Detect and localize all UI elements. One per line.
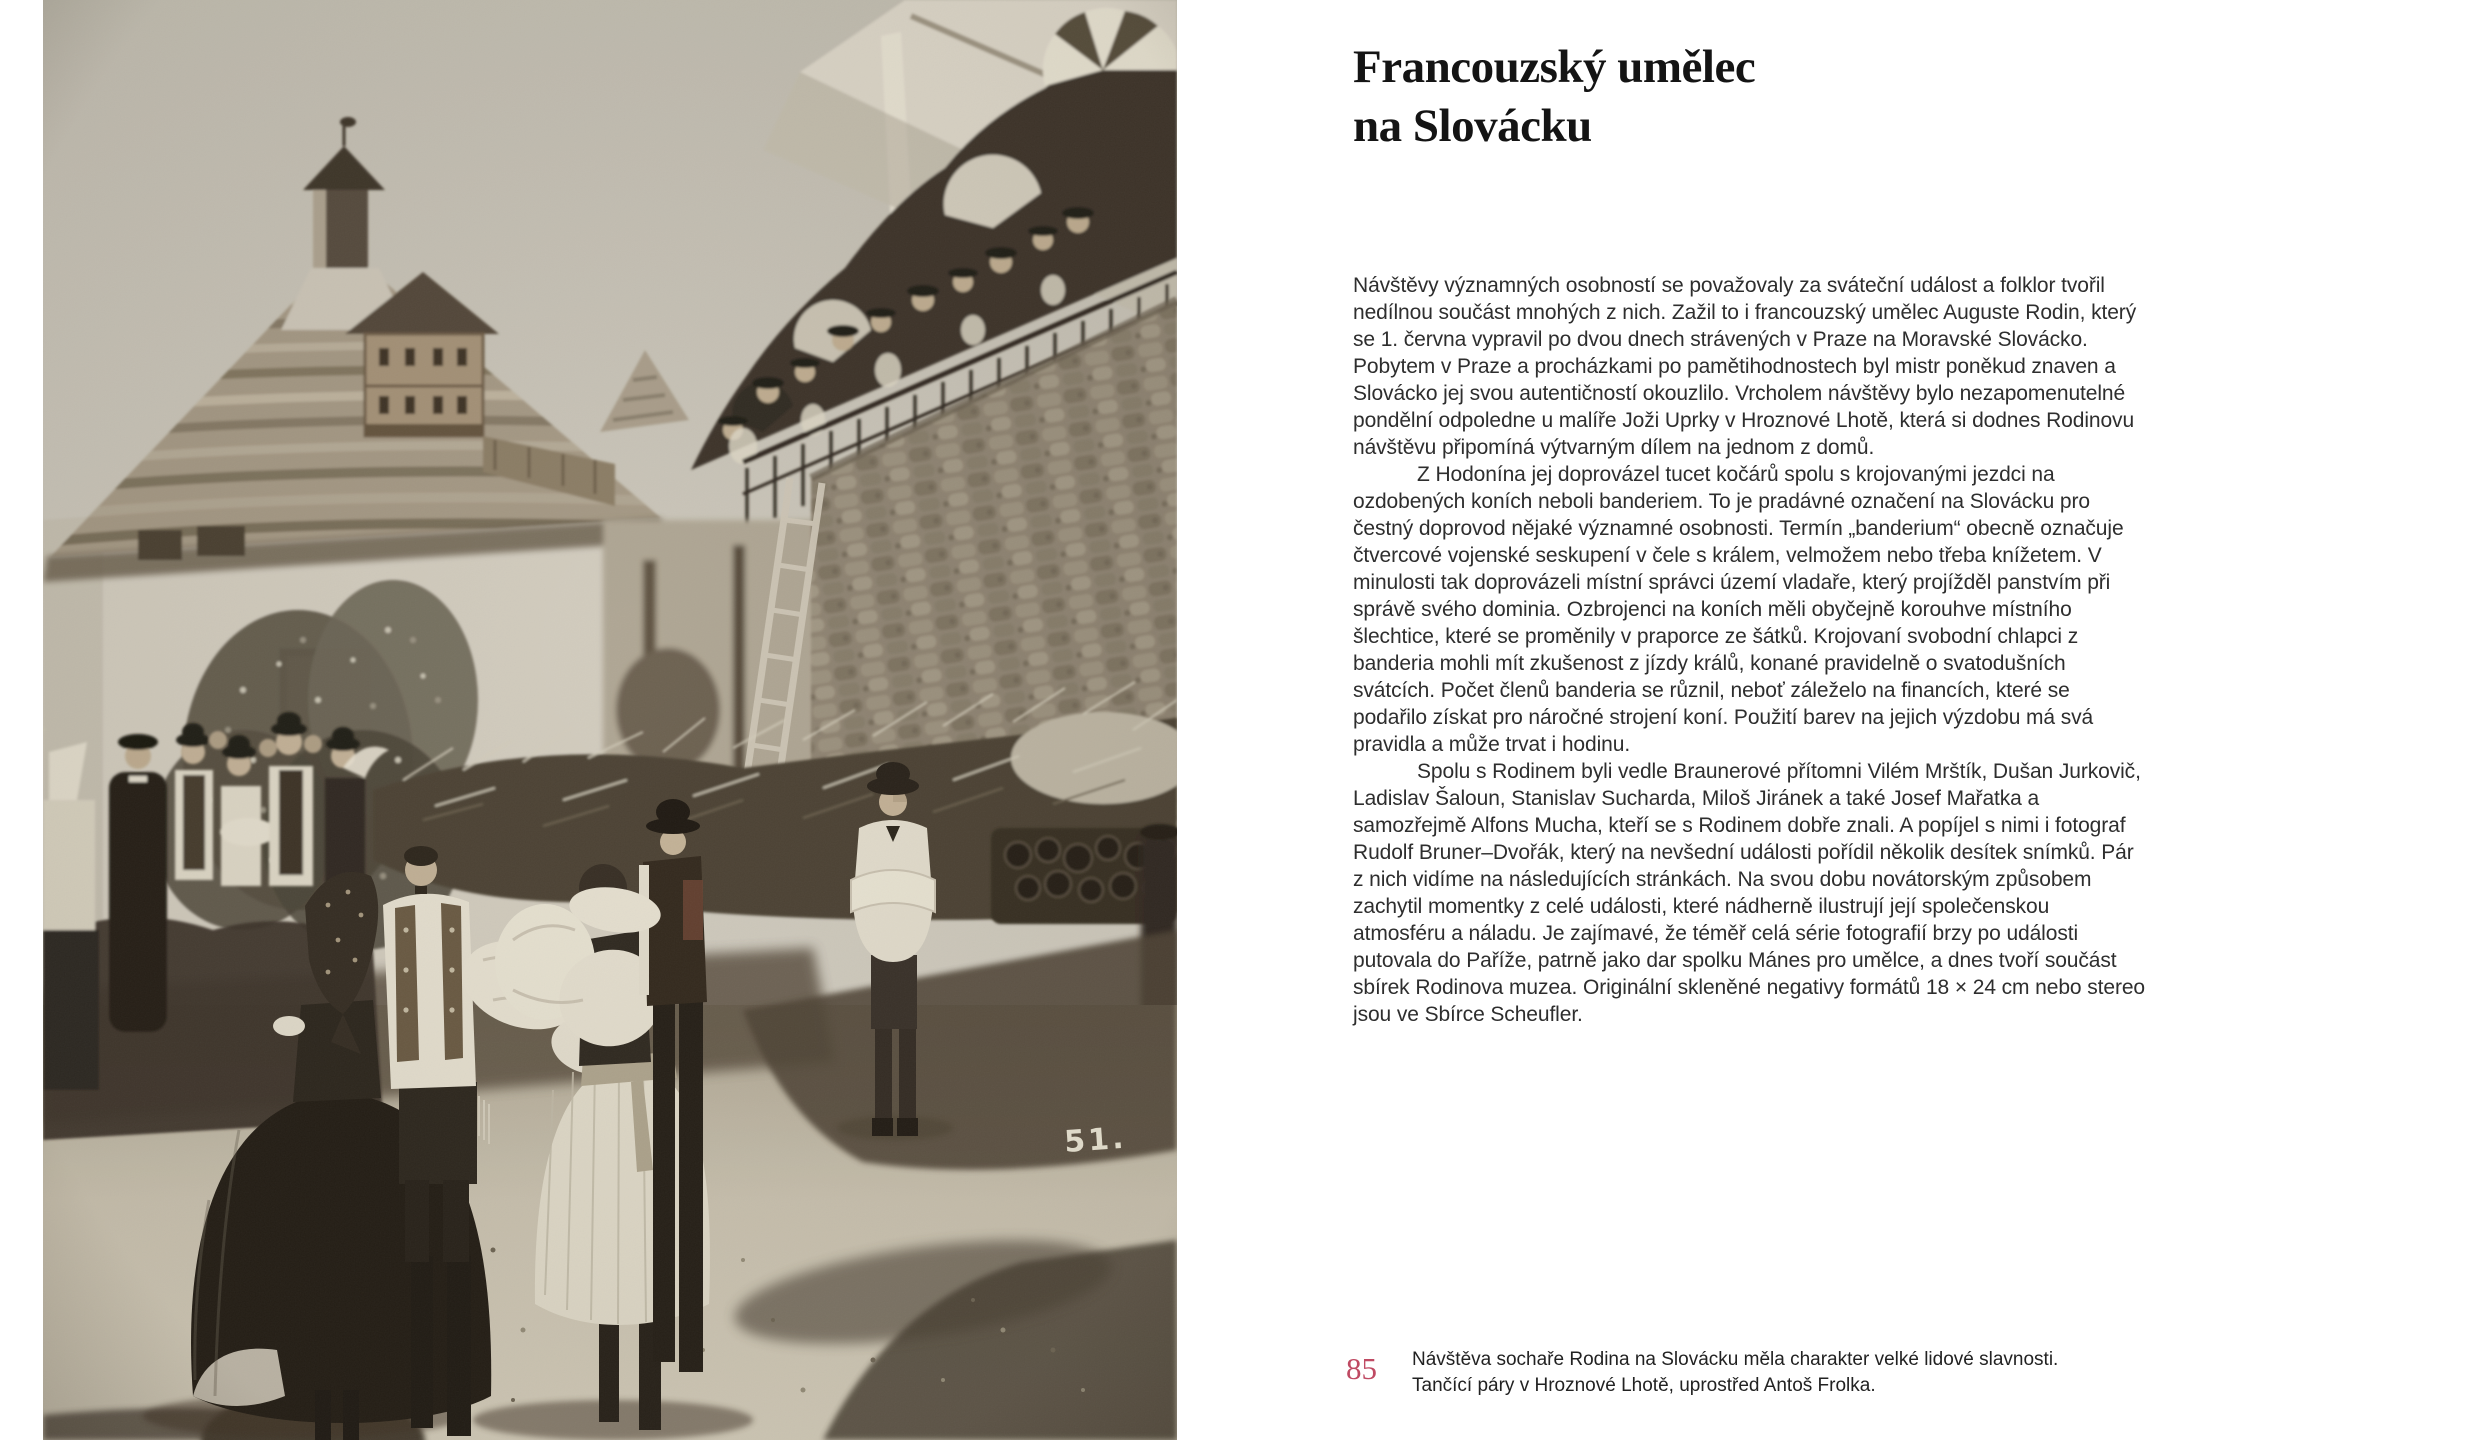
folk-dance-photograph: [43, 0, 1177, 1440]
article-paragraph: Z Hodonína jej doprovázel tucet kočárů spolu s krojovanými jezdci na ozdobených koních neboli banderiem. To je pradávné označení na Slovácku pro čestný doprovod nějaké významné osobnosti. Termín „banderium“ obecně označuje čtvercové vojenské seskupení v čele s králem, velmožem nebo třeba knížetem. V minulosti tak doprovázeli místní správci území vladaře, který projížděl panstvím při správě svého dominia. Ozbrojenci na koních měli obyčejně korouhve místního šlechtice, které se proměnily v praporce ze šátků. Krojovaní svobodní chlapci z banderia mohli mít zkušenost z jízdy králů, konané pravidelně o svatodušních svátcích. Počet členů banderia se různil, neboť záleželo na financích, které se podařilo získat pro náročné strojení koní. Použití barev na jejich výzdobu má svá pravidla a může trvat i hodinu.: [1353, 463, 2124, 756]
title-line-1: Francouzský umělec: [1353, 41, 1756, 93]
caption-line-1: Návštěva sochaře Rodina na Slovácku měla charakter velké lidové slavnosti.: [1412, 1349, 2059, 1370]
page-number: 85: [1346, 1351, 1377, 1386]
caption-line-2: Tančící páry v Hroznové Lhotě, uprostřed Antoš Frolka.: [1412, 1375, 1876, 1396]
photo-caption: [1412, 1347, 2122, 1399]
film-grain-overlay: [43, 0, 1177, 1440]
page-title: [1353, 38, 2113, 156]
article-paragraph: Spolu s Rodinem byli vedle Braunerové přítomni Vilém Mrštík, Dušan Jurkovič, Ladislav Šaloun, Stanislav Sucharda, Miloš Jiránek a také Josef Mařatka a samozřejmě Alfons Mucha, kteří se s Rodinem dobře znali. A popíjel s nimi i fotograf Rudolf Bruner–Dvořák, který na nevšední události pořídil několik desítek snímků. Pár z nich vidíme na následujících stránkách. Na svou dobu novátorským způsobem zachytil momentky z celé události, které nádherně ilustrují její společenskou atmosféru a náladu. Je zajímavé, že téměř celá série fotografií brzy po události putovala do Paříže, patrně jako dar spolku Mánes pro umělce, a dnes tvoří součást sbírek Rodinova muzea. Originální skleněné negativy formátů 18 × 24 cm nebo stereo jsou ve Sbírce Scheufler.: [1353, 760, 2145, 1026]
title-line-2: na Slovácku: [1353, 100, 1592, 152]
article-body: [1353, 272, 2145, 1028]
article-paragraph: Návštěvy významných osobností se považovaly za sváteční událost a folklor tvořil nedílnou součást mnohých z nich. Zažil to i francouzský umělec Auguste Rodin, který se 1. června vypravil po dvou dnech strávených v Praze na Moravské Slovácko. Pobytem v Praze a procházkami po pamětihodnostech byl mistr poněkud znaven a Slovácko jej svou autentičností okouzlilo. Vrcholem návštěvy bylo nezapomenutelné pondělní odpoledne u malíře Joži Uprky v Hroznové Lhotě, která si dodnes Rodinovu návštěvu připomíná výtvarným dílem na jednom z domů.: [1353, 274, 2137, 459]
